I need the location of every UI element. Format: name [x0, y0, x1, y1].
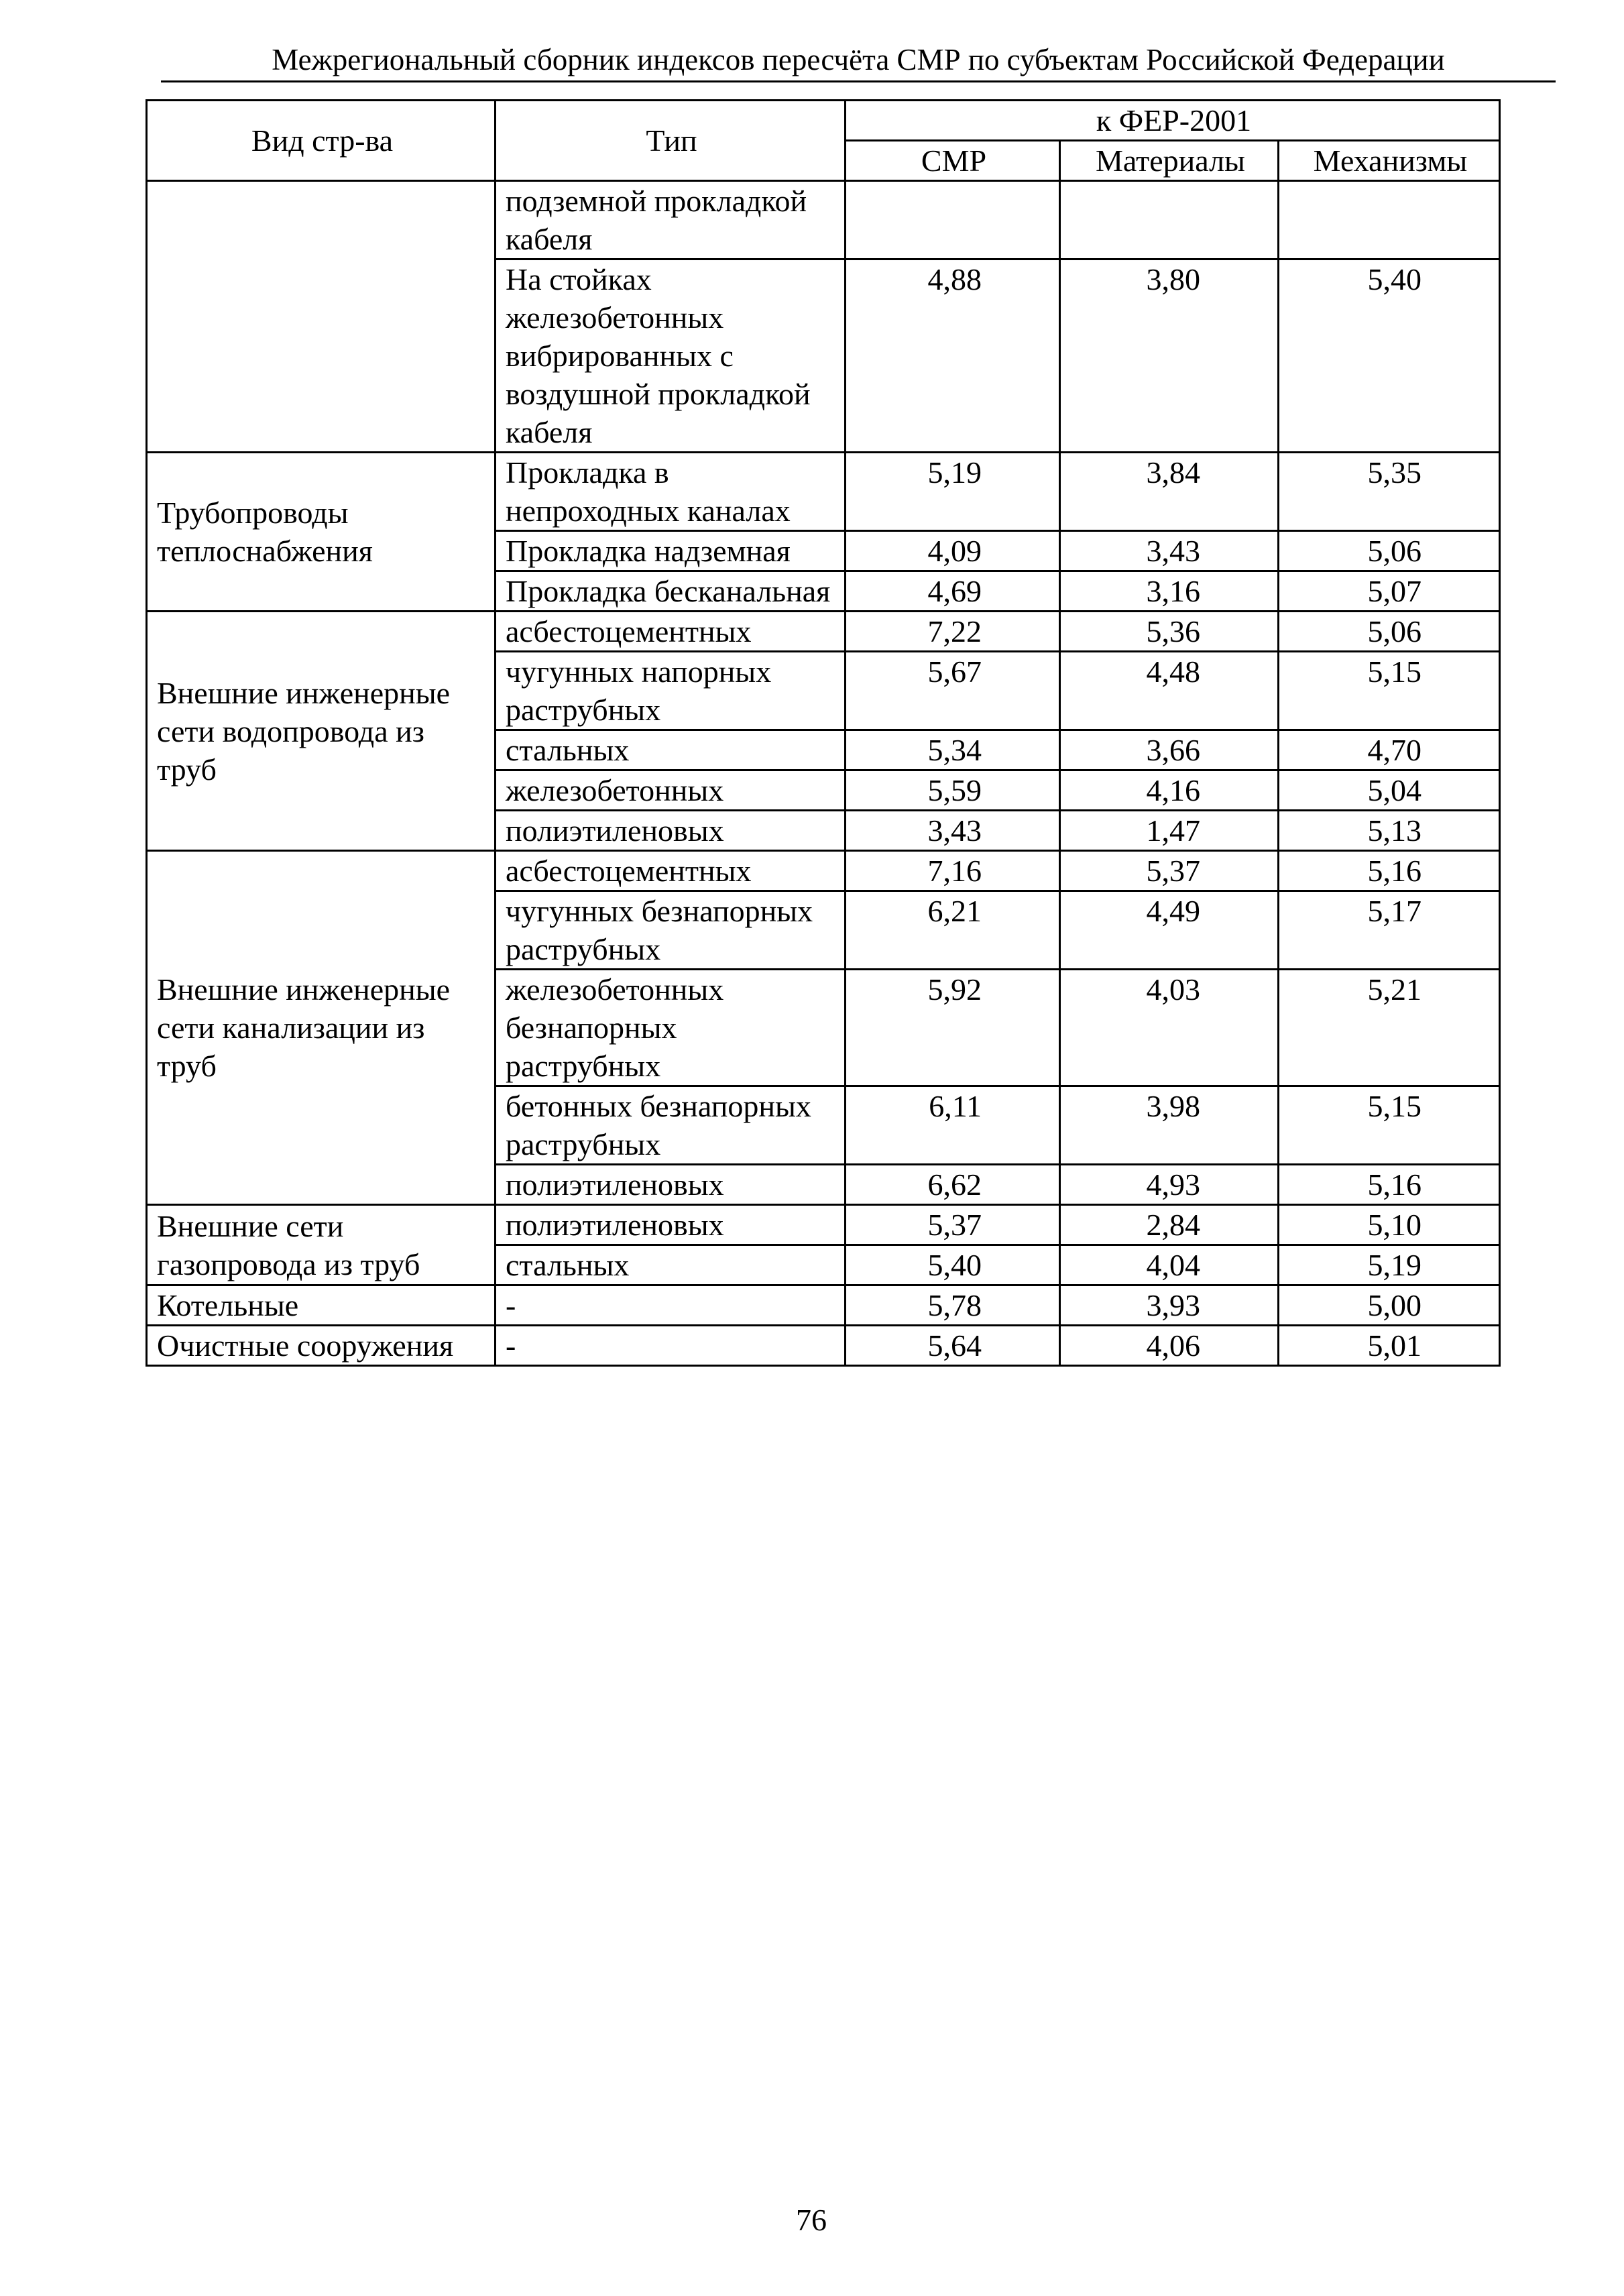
column-header-smr: СМР	[846, 141, 1060, 181]
mechanisms-cell: 5,07	[1279, 571, 1500, 612]
materials-cell: 4,03	[1060, 970, 1279, 1086]
smr-cell: 5,67	[846, 652, 1060, 730]
type-cell: полиэтиленовых	[496, 811, 846, 851]
type-cell: -	[496, 1326, 846, 1366]
page-number: 76	[796, 2203, 827, 2237]
mechanisms-cell: 5,04	[1279, 770, 1500, 811]
materials-cell	[1060, 181, 1279, 260]
materials-cell: 5,37	[1060, 851, 1279, 891]
construction-kind-cell: Внешние инженерные сети канализации из труб	[147, 851, 496, 1205]
type-cell: железобетонных	[496, 770, 846, 811]
type-cell: чугунных безнапорных раструбных	[496, 891, 846, 970]
mechanisms-cell: 5,13	[1279, 811, 1500, 851]
mechanisms-cell: 5,01	[1279, 1326, 1500, 1366]
table-body	[147, 181, 1500, 1366]
mechanisms-cell: 5,17	[1279, 891, 1500, 970]
construction-kind-cell: Котельные	[147, 1285, 496, 1326]
mechanisms-cell: 5,15	[1279, 1086, 1500, 1165]
smr-cell: 6,21	[846, 891, 1060, 970]
construction-kind-cell: Внешние инженерные сети водопровода из труб	[147, 612, 496, 851]
table-row	[147, 453, 1500, 531]
type-cell: железобетонных безнапорных раструбных	[496, 970, 846, 1086]
mechanisms-cell: 5,16	[1279, 1165, 1500, 1205]
smr-cell: 5,78	[846, 1285, 1060, 1326]
mechanisms-cell: 5,10	[1279, 1205, 1500, 1245]
smr-cell: 7,22	[846, 612, 1060, 652]
materials-cell: 4,16	[1060, 770, 1279, 811]
materials-cell: 3,98	[1060, 1086, 1279, 1165]
mechanisms-cell: 5,19	[1279, 1245, 1500, 1285]
construction-kind-cell: Трубопроводы теплоснабжения	[147, 453, 496, 612]
type-cell: На стойках железобетонных вибрированных с воздушной прокладкой кабеля	[496, 260, 846, 453]
page-header-title: Межрегиональный сборник индексов пересчёта СМР по субъектам Российской Федерации	[272, 43, 1445, 76]
header-rule	[161, 80, 1556, 82]
mechanisms-cell: 5,06	[1279, 531, 1500, 571]
type-cell: полиэтиленовых	[496, 1205, 846, 1245]
materials-cell: 4,49	[1060, 891, 1279, 970]
table-row	[147, 612, 1500, 652]
mechanisms-cell: 5,15	[1279, 652, 1500, 730]
materials-cell: 2,84	[1060, 1205, 1279, 1245]
type-cell: Прокладка бесканальная	[496, 571, 846, 612]
mechanisms-cell: 5,40	[1279, 260, 1500, 453]
smr-cell: 3,43	[846, 811, 1060, 851]
materials-cell: 3,66	[1060, 730, 1279, 770]
mechanisms-cell	[1279, 181, 1500, 260]
materials-cell: 3,80	[1060, 260, 1279, 453]
smr-cell: 6,11	[846, 1086, 1060, 1165]
materials-cell: 4,48	[1060, 652, 1279, 730]
smr-cell: 4,88	[846, 260, 1060, 453]
materials-cell: 5,36	[1060, 612, 1279, 652]
smr-cell: 5,37	[846, 1205, 1060, 1245]
smr-cell: 5,59	[846, 770, 1060, 811]
type-cell: стальных	[496, 1245, 846, 1285]
mechanisms-cell: 4,70	[1279, 730, 1500, 770]
index-table-container	[146, 99, 1499, 1367]
construction-kind-cell: Внешние сети газопровода из труб	[147, 1205, 496, 1285]
materials-cell: 4,04	[1060, 1245, 1279, 1285]
type-cell: Прокладка надземная	[496, 531, 846, 571]
smr-cell: 5,34	[846, 730, 1060, 770]
type-cell: полиэтиленовых	[496, 1165, 846, 1205]
column-header-mechanisms: Механизмы	[1279, 141, 1500, 181]
smr-cell: 5,64	[846, 1326, 1060, 1366]
column-header-kind: Вид стр-ва	[147, 101, 496, 181]
type-cell: стальных	[496, 730, 846, 770]
type-cell: -	[496, 1285, 846, 1326]
materials-cell: 1,47	[1060, 811, 1279, 851]
page-header	[161, 25, 1556, 83]
column-header-group: к ФЕР-2001	[846, 101, 1500, 141]
construction-kind-cell	[147, 181, 496, 453]
materials-cell: 3,93	[1060, 1285, 1279, 1326]
table-row	[147, 1205, 1500, 1245]
smr-cell: 4,09	[846, 531, 1060, 571]
mechanisms-cell: 5,16	[1279, 851, 1500, 891]
smr-cell: 5,92	[846, 970, 1060, 1086]
column-header-type: Тип	[496, 101, 846, 181]
mechanisms-cell: 5,00	[1279, 1285, 1500, 1326]
materials-cell: 3,84	[1060, 453, 1279, 531]
table-row	[147, 851, 1500, 891]
column-header-materials: Материалы	[1060, 141, 1279, 181]
materials-cell: 3,43	[1060, 531, 1279, 571]
smr-cell: 5,19	[846, 453, 1060, 531]
smr-cell: 6,62	[846, 1165, 1060, 1205]
construction-kind-cell: Очистные сооружения	[147, 1326, 496, 1366]
type-cell: бетонных безнапорных раструбных	[496, 1086, 846, 1165]
table-row	[147, 181, 1500, 260]
type-cell: подземной прокладкой кабеля	[496, 181, 846, 260]
type-cell: асбестоцементных	[496, 851, 846, 891]
materials-cell: 4,93	[1060, 1165, 1279, 1205]
smr-cell: 5,40	[846, 1245, 1060, 1285]
materials-cell: 4,06	[1060, 1326, 1279, 1366]
table-row	[147, 1285, 1500, 1326]
smr-cell	[846, 181, 1060, 260]
type-cell: асбестоцементных	[496, 612, 846, 652]
type-cell: чугунных напорных раструбных	[496, 652, 846, 730]
index-table	[146, 99, 1501, 1367]
mechanisms-cell: 5,21	[1279, 970, 1500, 1086]
smr-cell: 4,69	[846, 571, 1060, 612]
smr-cell: 7,16	[846, 851, 1060, 891]
materials-cell: 3,16	[1060, 571, 1279, 612]
mechanisms-cell: 5,35	[1279, 453, 1500, 531]
mechanisms-cell: 5,06	[1279, 612, 1500, 652]
table-row	[147, 1326, 1500, 1366]
type-cell: Прокладка в непроходных каналах	[496, 453, 846, 531]
